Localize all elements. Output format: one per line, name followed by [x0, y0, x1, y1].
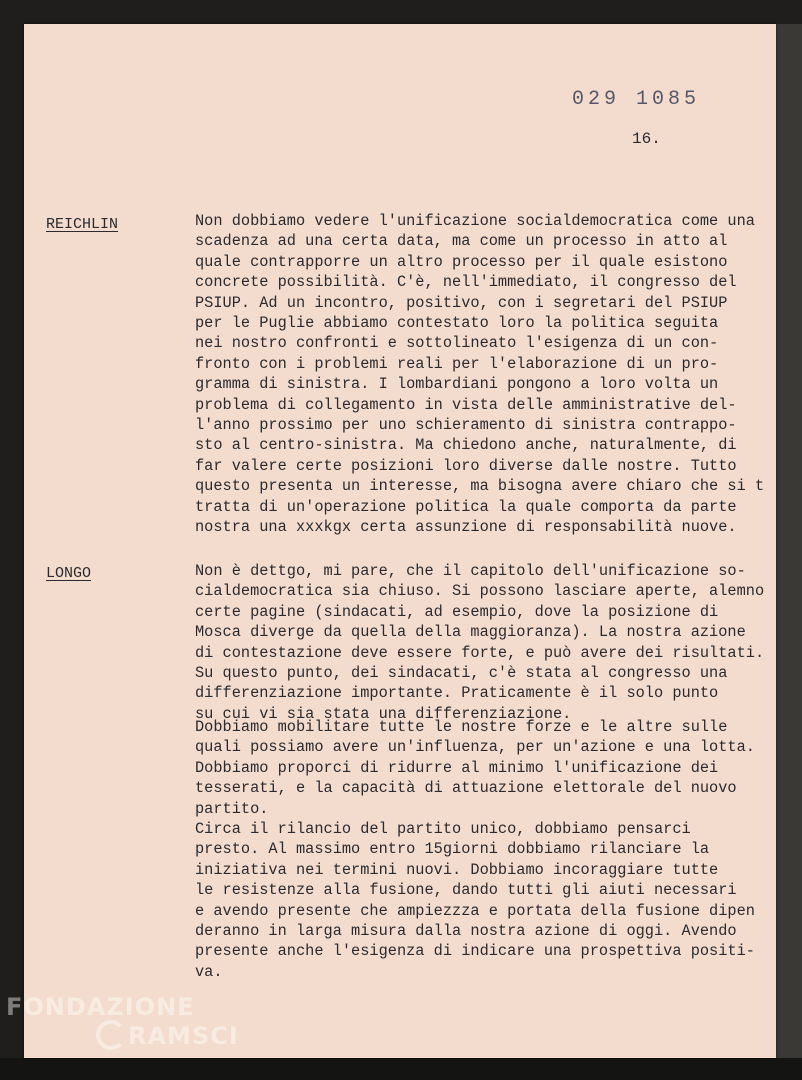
watermark-g-logo-icon	[96, 1020, 126, 1050]
reichlin-paragraph: Non dobbiamo vedere l'unificazione socialdemocratica come una scadenza ad una certa data, ma come un processo in atto al quale contrapporre un altro processo per il quale esistono concrete possibilità. C'è, nell'immediato, il congresso del PSIUP. Ad un incontro, positivo, con i segretari del PSIUP per le Puglie abbiamo contestato loro la politica seguita nei nostro confronti e sottolineato l'esigenza di un con- fronto con i problemi reali per l'elaborazione di un pro- gramma di sinistra. I lombardiani pongono a loro volta un problema di collegamento in vista delle amministrative del- l'anno prossimo per uno schieramento di sinistra contrappo- sto al centro-sinistra. Ma chiedono anche, naturalmente, di far valere certe posizioni loro diverse dalle nostre. Tutto questo presenta un interesse, ma bisogna avere chiaro che si t tratta di un'operazione politica la quale comporta da parte nostra una xxxkgx certa assunzione di responsabilità nuove.	[195, 212, 765, 537]
watermark-line-2: RAMSCI	[128, 1022, 239, 1050]
longo-paragraph-3: Circa il rilancio del partito unico, dobbiamo pensarci presto. Al massimo entro 15giorni dobbiamo rilanciare la iniziativa nei termini nuovi. Dobbiamo incoraggiare tutte le resistenze alla fusione, dando tutti gli aiuti necessari e avendo presente che ampiezzza e portata della fusione dipen deranno in larga misura dalla nostra azione di oggi. Avendo presente anche l'esigenza di indicare una prospettiva positi- va.	[195, 820, 755, 981]
page-number: 16.	[632, 130, 661, 148]
longo-paragraph-2: Dobbiamo mobilitare tutte le nostre forze e le altre sulle quali possiamo avere un'influenza, per un'azione e una lotta. Dobbiamo proporci di ridurre al minimo l'unificazione dei tesserati, e la capacità di attuazione elettorale del nuovo partito.	[195, 718, 755, 818]
watermark-line-1: FONDAZIONE	[6, 993, 195, 1021]
speaker-longo: LONGO	[46, 565, 92, 582]
scan-bottom-edge	[0, 1058, 802, 1080]
scan-right-edge	[776, 24, 802, 1080]
archive-code: 029 1085	[571, 88, 700, 111]
longo-paragraph-1: Non è dettgo, mi pare, che il capitolo dell'unificazione so- cialdemocratica sia chiuso. Si possono lasciare aperte, alemno certe pagine (sindacati, ad esempio, dove la posizione di Mosca diverge da quella della maggioranza). La nostra azione di contestazione deve essere forte, e può avere dei risultati. Su questo punto, dei sindacati, c'è stata al congresso una differenziazione importante. Praticamente è il solo punto su cui vi sia stata una differenziazione.	[195, 562, 765, 723]
fondazione-gramsci-watermark	[6, 994, 239, 1050]
document-page	[24, 24, 776, 1058]
speaker-reichlin: REICHLIN	[46, 216, 119, 233]
